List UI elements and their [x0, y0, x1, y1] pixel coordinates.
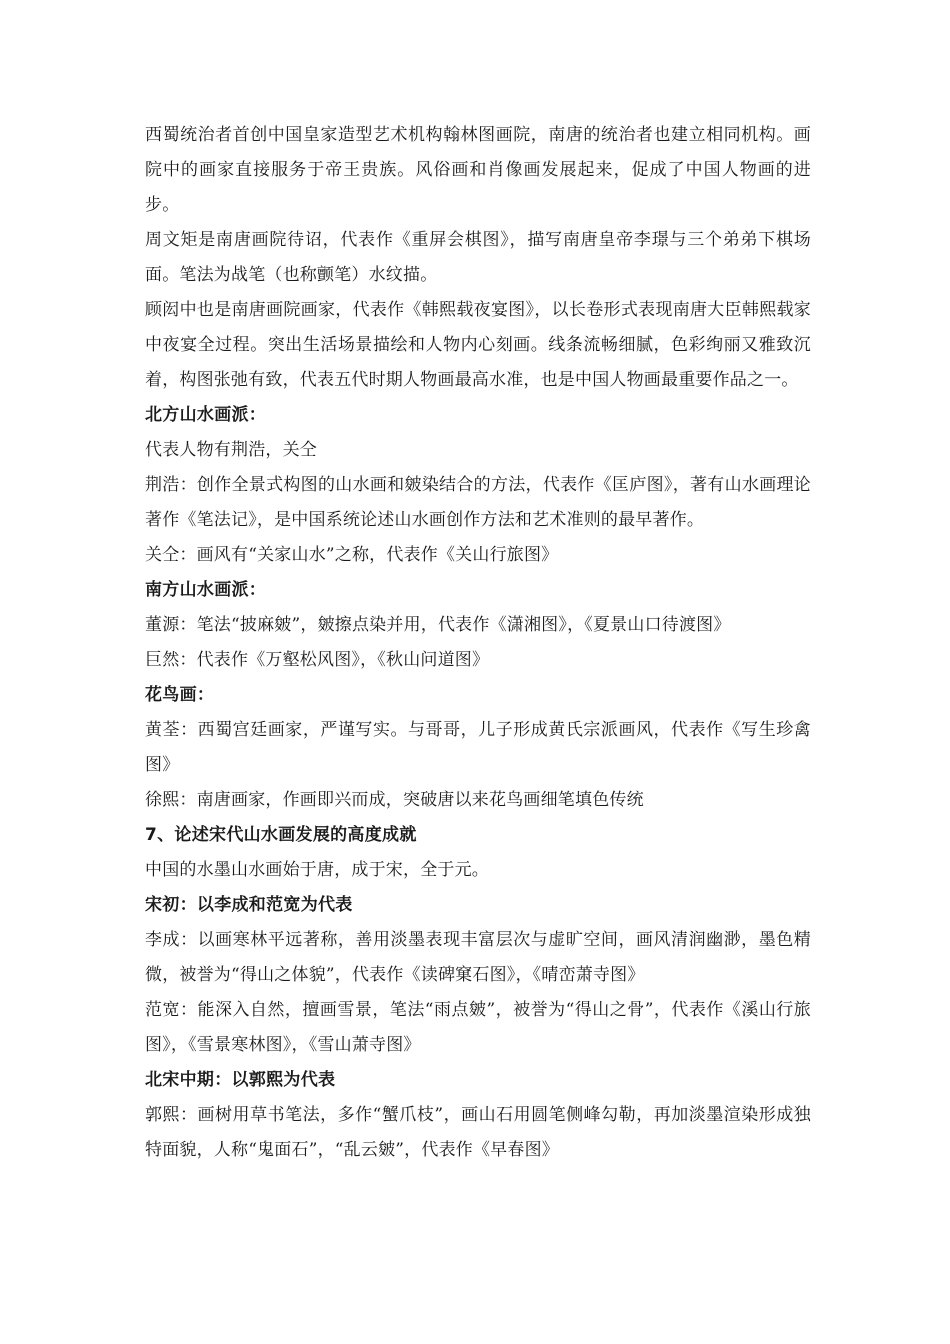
paragraph: 李成：以画寒林平远著称，善用淡墨表现丰富层次与虚旷空间，画风清润幽渺，墨色精微，被誉为“得山之体貌”，代表作《读碑窠石图》，《晴峦萧寺图》 [145, 930, 811, 985]
section-heading: 花鸟画： [145, 685, 215, 705]
paragraph: 西蜀统治者首创中国皇家造型艺术机构翰林图画院，南唐的统治者也建立相同机构。画院中的画家直接服务于帝王贵族。风俗画和肖像画发展起来，促成了中国人物画的进步。 [145, 125, 811, 215]
paragraph: 关仝：画风有“关家山水”之称，代表作《关山行旅图》 [145, 545, 559, 565]
section-heading: 宋初：以李成和范宽为代表 [145, 895, 353, 915]
paragraph: 徐熙：南唐画家，作画即兴而成，突破唐以来花鸟画细笔填色传统 [145, 790, 644, 810]
section-heading: 7、论述宋代山水画发展的高度成就 [145, 825, 417, 845]
paragraph: 范宽：能深入自然，擅画雪景，笔法“雨点皴”，被誉为“得山之骨”，代表作《溪山行旅图》，《雪景寒林图》，《雪山萧寺图》 [145, 1000, 811, 1055]
paragraph: 荆浩：创作全景式构图的山水画和皴染结合的方法，代表作《匡庐图》，著有山水画理论著作《笔法记》，是中国系统论述山水画创作方法和艺术准则的最早著作。 [145, 475, 811, 530]
document-body [145, 118, 811, 1168]
paragraph: 巨然：代表作《万壑松风图》，《秋山问道图》 [145, 650, 490, 670]
section-heading: 北宋中期：以郭熙为代表 [145, 1070, 336, 1090]
paragraph: 代表人物有荆浩，关仝 [145, 440, 317, 460]
paragraph: 董源：笔法“披麻皴”，皴擦点染并用，代表作《潇湘图》，《夏景山口待渡图》 [145, 615, 731, 635]
paragraph: 黄荃：西蜀宫廷画家，严谨写实。与哥哥，儿子形成黄氏宗派画风，代表作《写生珍禽图》 [145, 720, 811, 775]
paragraph: 顾闳中也是南唐画院画家，代表作《韩熙载夜宴图》，以长卷形式表现南唐大臣韩熙载家中夜宴全过程。突出生活场景描绘和人物内心刻画。线条流畅细腻，色彩绚丽又雅致沉着，构图张弛有致，代表五代时期人物画最高水准，也是中国人物画最重要作品之一。 [145, 300, 811, 390]
section-heading: 南方山水画派： [145, 580, 267, 600]
section-heading: 北方山水画派： [145, 405, 267, 425]
paragraph: 中国的水墨山水画始于唐，成于宋，全于元。 [145, 860, 489, 880]
paragraph: 周文矩是南唐画院待诏，代表作《重屏会棋图》，描写南唐皇帝李璟与三个弟弟下棋场面。笔法为战笔（也称颤笔）水纹描。 [145, 230, 811, 285]
paragraph: 郭熙：画树用草书笔法，多作“蟹爪枝”，画山石用圆笔侧峰勾勒，再加淡墨渲染形成独特面貌，人称“鬼面石”，“乱云皴”，代表作《早春图》 [145, 1105, 811, 1160]
